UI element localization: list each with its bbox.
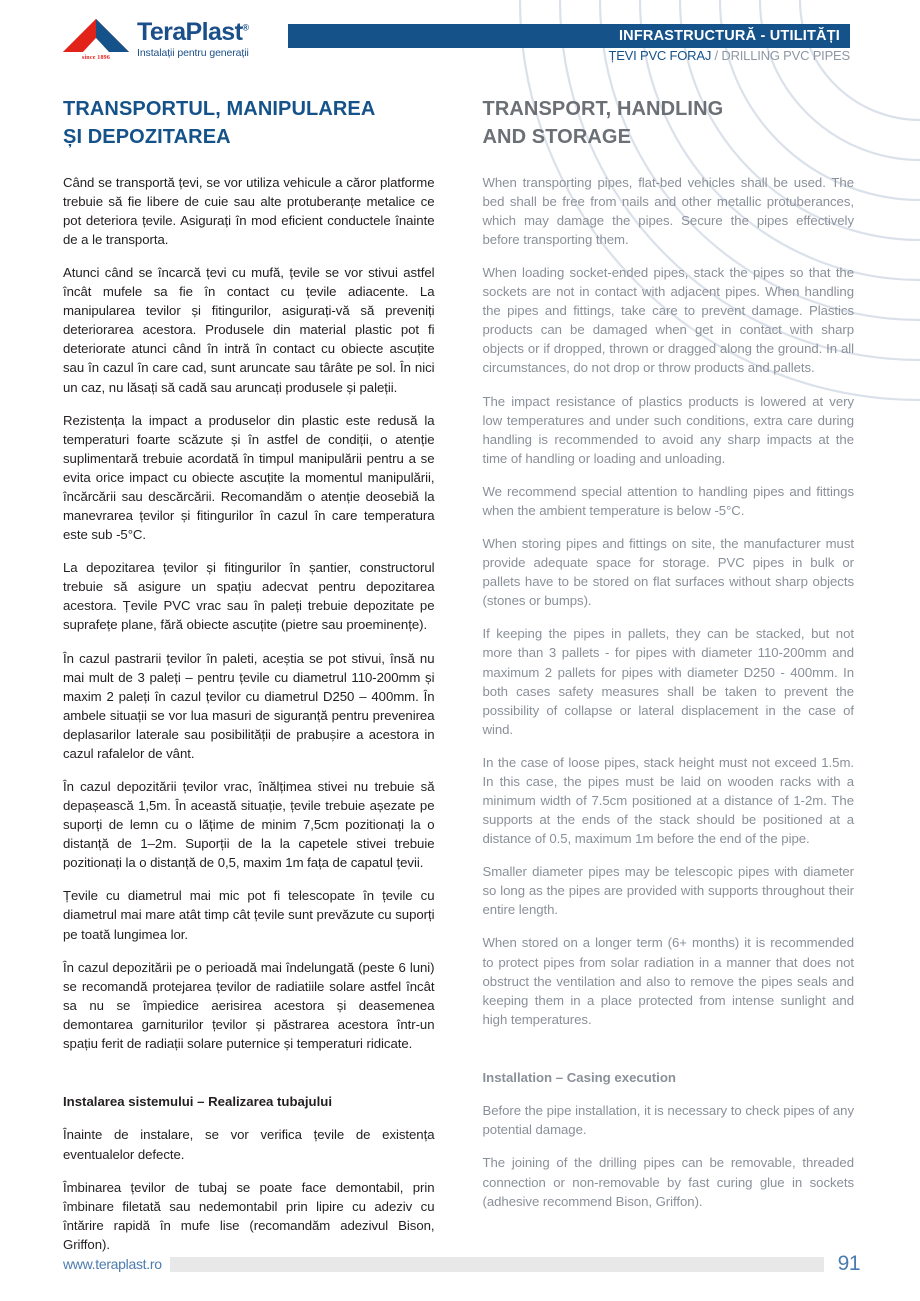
paragraph: La depozitarea țevilor și fitingurilor în șantier, constructorul trebuie să asigure un spațiu adecvat pentru depozitarea acestora. Țevile PVC vrac sau în paleți trebuie depozitate pe suprafețe plane, fără obiecte ascuțite (pietre sau proeminențe). (63, 560, 435, 633)
paragraph: Rezistența la impact a produselor din plastic este redusă la temperaturi foarte scăzute și în astfel de condiții, o atenție suplimentară trebuie acordată în timpul manipulării pentru a se evita orice impact cu obiecte ascuțite la momentul manipulării, încărcării sau descărcării. Recomandăm o atenție deosebiă la manevrarea țevilor și fitingurilor în cazul în care temperatura este sub -5°C. (63, 412, 435, 543)
paragraph: Smaller diameter pipes may be telescopic pipes with diameter so long as the pipes are provided with supports throughout their entire length. (482, 864, 854, 918)
paragraph: Atunci când se încarcă țevi cu mufă, țevile se vor stivui astfel încât mufele sa fie în contact cu țevile adiacente. La manipularea tevilor și fitingurilor, asigurați-vă să preveniți deteriorarea acestora. Produsele din material plastic pot fi deteriorate atunci când în intră în contact cu obiecte ascuțite sau în cazul în care cad, sunt aruncate sau târâte pe sol. În nici un caz, nu lăsați să cadă sau aruncați produsele și paleții. (63, 265, 435, 395)
section-spacer (63, 1067, 435, 1093)
logo-tagline: Instalații pentru generații (137, 47, 249, 59)
logo-brand-name: TeraPlast® (137, 18, 249, 46)
page-title-ro (63, 95, 435, 152)
category-bar (288, 24, 850, 48)
paragraph: The joining of the drilling pipes can be removable, threaded connection or non-removable by fast curing glue in sockets (adhesive recommend Bison, Griffon). (482, 1155, 854, 1209)
page-title-en (483, 95, 855, 152)
paragraph: When loading socket-ended pipes, stack the pipes so that the sockets are not in contact with adjacent pipes. When handling the pipes and fittings, take care to prevent damage. Plastics products can be damaged when get in contact with sharp objects or if dropped, thrown or dragged along the ground. In all circumstances, do not drop or throw products and pallets. (482, 265, 854, 376)
paragraph: The impact resistance of plastics products is lowered at very low temperatures and under such conditions, extra care during handling is recommended to avoid any sharp impacts at the time of handling or loading and unloading. (482, 393, 854, 466)
subsection-title-ro: Instalarea sistemului – Realizarea tubajului (63, 1093, 332, 1109)
column-english (483, 95, 855, 1268)
page-footer (0, 1249, 920, 1279)
product-subtitle (608, 48, 850, 63)
subsection-title-en: Installation – Casing execution (482, 1069, 676, 1085)
paragraph: Înainte de instalare, se vor verifica țevile de existența eventualelor defecte. (63, 1127, 435, 1162)
page-title-en-line1: TRANSPORT, HANDLING (482, 98, 724, 120)
page-number: 91 (837, 1252, 860, 1275)
paragraph: Îmbinarea țevilor de tubaj se poate face demontabil, prin îmbinare filetată sau nedemontabil prin lipire cu adeziv cu întărire rapidă în mufe lise (recomandăm adezivul Bison, Griffon). (63, 1179, 435, 1252)
paragraph: În cazul depozitării țevilor vrac, înălțimea stivei nu trebuie să depașească 1,5m. În această situație, țevile trebuie așezate pe suporți de lemn cu o lățime de minim 7,5cm pozitionați la o distanță de 1–2m. Suporții de la la capetele stivei trebuie pozitionați la o distanță de 0,5, maxim 1m fața de capatul țevii. (63, 778, 435, 871)
paragraph: If keeping the pipes in pallets, they can be stacked, but not more than 3 pallets - for pipes with diameter 110-200mm and maximum 2 pallets for pipes with diameter D250 - 400mm. In both cases safety measures shall be taken to prevent the possibility of collapse or lateral displacement in the case of wind. (482, 626, 854, 737)
product-subtitle-ro: ȚEVI PVC FORAJ (608, 48, 712, 63)
product-subtitle-en: DRILLING PVC PIPES (721, 48, 850, 63)
page-title-en-line2: AND STORAGE (482, 126, 632, 149)
page-title-ro-line2: ȘI DEPOZITAREA (63, 126, 231, 149)
paragraph: When transporting pipes, flat-bed vehicles shall be used. The bed shall be free from nails and other metallic protuberances, which may damage the pipes. Secure the pipes effectively before transporting them. (482, 174, 854, 248)
page-title-ro-line1: TRANSPORTUL, MANIPULAREA (63, 98, 376, 120)
footer-divider (170, 1257, 824, 1272)
column-romanian (63, 95, 435, 1268)
page-header (0, 0, 920, 72)
category-bar-label: INFRASTRUCTURĂ - UTILITĂȚI (618, 28, 840, 44)
page-content (0, 95, 920, 1268)
section-spacer (483, 1043, 855, 1069)
brand-logo[interactable] (63, 19, 249, 61)
product-subtitle-separator: / (711, 48, 722, 63)
paragraph: În cazul depozitării pe o perioadă mai îndelungată (peste 6 luni) se recomandă protejarea țevilor de radiatiile solare astfel încât sa nu se împiedice aerisirea acestora și deasemenea demontarea garniturilor țevilor și păstrarea acestora într-un spațiu ferit de radiații solare puternice și temperaturi ridicate. (63, 959, 435, 1051)
logo-since-text: since 1896 (81, 55, 111, 61)
paragraph: When stored on a longer term (6+ months) it is recommended to protect pipes from solar radiation in a manner that does not obstruct the ventilation and also to remove the pipes seals and keeping them in a place protected from intense sunlight and high temperatures. (482, 935, 854, 1027)
paragraph: Când se transportă țevi, se vor utiliza vehicule a căror platforme trebuie să fie libere de cuie sau alte protuberanțe metalice ce pot deteriora țevile. Asigurați în mod eficient conductele înainte de a le transporta. (63, 174, 435, 248)
registered-mark: ® (242, 22, 249, 33)
footer-website-link[interactable]: www.teraplast.ro (63, 1256, 162, 1272)
teraplast-mark-icon (63, 19, 129, 61)
paragraph: Before the pipe installation, it is necessary to check pipes of any potential damage. (482, 1103, 854, 1138)
paragraph: When storing pipes and fittings on site, the manufacturer must provide adequate space for storage. PVC pipes in bulk or pallets have to be stored on flat surfaces without sharp objects (stones or bumps). (482, 536, 854, 609)
two-column-layout (0, 95, 920, 1268)
paragraph: In the case of loose pipes, stack height must not exceed 1.5m. In this case, the pipes must be laid on wooden racks with a minimum width of 7.5cm positioned at a distance of 1-2m. The supports at the ends of the stack should be positioned at a distance of 0.5, maximum 1m before the end of the pipe. (482, 754, 854, 847)
paragraph: În cazul pastrarii țevilor în paleti, aceștia se pot stivui, însă nu mai mult de 3 paleți – pentru țevile cu diametrul 110-200mm și maxim 2 paleți în cazul țevilor cu diametrul D250 – 400mm. În ambele situații se vor lua masuri de siguranță pentru prevenirea deplasarilor laterale sau posibilității de prabușire a acestora in cazul rafalelor de vânt. (63, 650, 435, 761)
paragraph: We recommend special attention to handling pipes and fittings when the ambient temperature is below -5°C. (482, 483, 854, 518)
paragraph: Țevile cu diametrul mai mic pot fi telescopate în țevile cu diametrul mai mare atât timp cât țevile sunt prevăzute cu suporți pe toată lungimea lor. (63, 888, 435, 942)
